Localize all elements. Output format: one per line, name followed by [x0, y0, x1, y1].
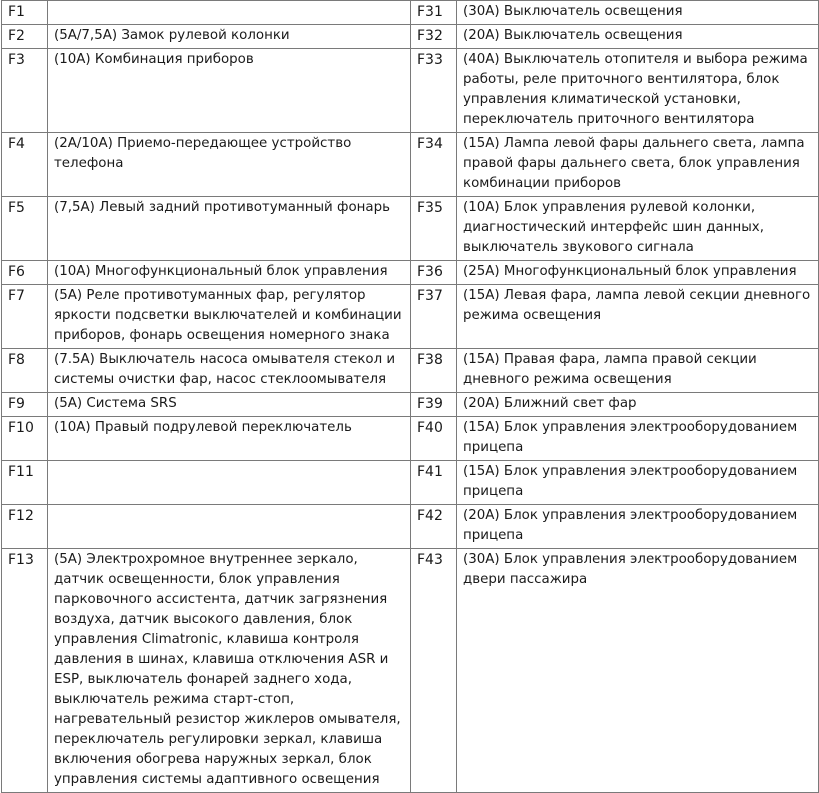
- fuse-description-right: (15A) Левая фара, лампа левой секции дневного режима освещения: [457, 285, 819, 349]
- table-row: [2, 25, 819, 49]
- table-row: [2, 285, 819, 349]
- fuse-description-right: (20A) Блок управления электрооборудованием прицепа: [457, 505, 819, 549]
- fuse-code-right: F31: [411, 1, 457, 25]
- fuse-code-left: F4: [2, 133, 48, 197]
- fuse-code-right: F42: [411, 505, 457, 549]
- table-row: [2, 49, 819, 133]
- fuse-code-left: F3: [2, 49, 48, 133]
- table-row: [2, 1, 819, 25]
- fuse-code-left: F1: [2, 1, 48, 25]
- table-row: [2, 133, 819, 197]
- fuse-description-left: [48, 1, 411, 25]
- fuse-code-left: F5: [2, 197, 48, 261]
- table-row: [2, 197, 819, 261]
- fuse-code-right: F43: [411, 549, 457, 793]
- fuse-code-left: F10: [2, 417, 48, 461]
- fuse-description-right: (15A) Блок управления электрооборудованием прицепа: [457, 417, 819, 461]
- fuse-code-right: F34: [411, 133, 457, 197]
- fuse-description-right: (20A) Выключатель освещения: [457, 25, 819, 49]
- fuse-code-left: F11: [2, 461, 48, 505]
- fuse-description-right: (20A) Ближний свет фар: [457, 393, 819, 417]
- fuse-code-left: F7: [2, 285, 48, 349]
- fuse-description-right: (25A) Многофункциональный блок управления: [457, 261, 819, 285]
- fuse-description-left: (7.5A) Выключатель насоса омывателя стекол и системы очистки фар, насос стеклоомывателя: [48, 349, 411, 393]
- fuse-code-left: F2: [2, 25, 48, 49]
- fuse-description-right: (40A) Выключатель отопителя и выбора режима работы, реле приточного вентилятора, блок управления климатической установки, переключатель приточного вентилятора: [457, 49, 819, 133]
- fuse-description-right: (15A) Блок управления электрооборудованием прицепа: [457, 461, 819, 505]
- fuse-code-right: F41: [411, 461, 457, 505]
- fuse-code-right: F32: [411, 25, 457, 49]
- fuse-code-right: F38: [411, 349, 457, 393]
- table-row: [2, 461, 819, 505]
- fuse-description-left: (5A) Электрохромное внутреннее зеркало, датчик освещенности, блок управления парковочного ассистента, датчик загрязнения воздуха, датчик высокого давления, блок управления Climatronic, клавиша контроля давления в шинах, клавиша отключения ASR и ESP, выключатель фонарей заднего хода, выключатель режима старт-стоп, нагревательный резистор жиклеров омывателя, переключатель регулировки зеркал, клавиша включения обогрева наружных зеркал, блок управления системы адаптивного освещения: [48, 549, 411, 793]
- fuse-description-left: [48, 461, 411, 505]
- fuse-code-right: F39: [411, 393, 457, 417]
- fuse-code-right: F35: [411, 197, 457, 261]
- fuse-description-left: [48, 505, 411, 549]
- table-row: [2, 261, 819, 285]
- fuse-description-right: (30A) Выключатель освещения: [457, 1, 819, 25]
- fuse-description-left: (5A) Реле противотуманных фар, регулятор яркости подсветки выключателей и комбинации приборов, фонарь освещения номерного знака: [48, 285, 411, 349]
- fuse-table: [1, 0, 819, 793]
- table-row: [2, 505, 819, 549]
- fuse-description-left: (10A) Правый подрулевой переключатель: [48, 417, 411, 461]
- table-row: [2, 349, 819, 393]
- fuse-code-left: F9: [2, 393, 48, 417]
- fuse-description-right: (30A) Блок управления электрооборудованием двери пассажира: [457, 549, 819, 793]
- fuse-description-left: (10A) Многофункциональный блок управления: [48, 261, 411, 285]
- fuse-code-right: F37: [411, 285, 457, 349]
- fuse-code-left: F13: [2, 549, 48, 793]
- fuse-description-left: (10A) Комбинация приборов: [48, 49, 411, 133]
- table-row: [2, 393, 819, 417]
- fuse-code-left: F12: [2, 505, 48, 549]
- table-row: [2, 549, 819, 793]
- fuse-code-right: F36: [411, 261, 457, 285]
- fuse-description-left: (7,5A) Левый задний противотуманный фонарь: [48, 197, 411, 261]
- fuse-code-left: F6: [2, 261, 48, 285]
- fuse-code-left: F8: [2, 349, 48, 393]
- fuse-description-right: (15A) Правая фара, лампа правой секции дневного режима освещения: [457, 349, 819, 393]
- table-row: [2, 417, 819, 461]
- fuse-description-left: (5A) Система SRS: [48, 393, 411, 417]
- fuse-code-right: F33: [411, 49, 457, 133]
- fuse-code-right: F40: [411, 417, 457, 461]
- fuse-description-right: (15A) Лампа левой фары дальнего света, лампа правой фары дальнего света, блок управления комбинации приборов: [457, 133, 819, 197]
- fuse-description-left: (2A/10A) Приемо-передающее устройство телефона: [48, 133, 411, 197]
- fuse-description-left: (5A/7,5A) Замок рулевой колонки: [48, 25, 411, 49]
- fuse-description-right: (10A) Блок управления рулевой колонки, диагностический интерфейс шин данных, выключатель звукового сигнала: [457, 197, 819, 261]
